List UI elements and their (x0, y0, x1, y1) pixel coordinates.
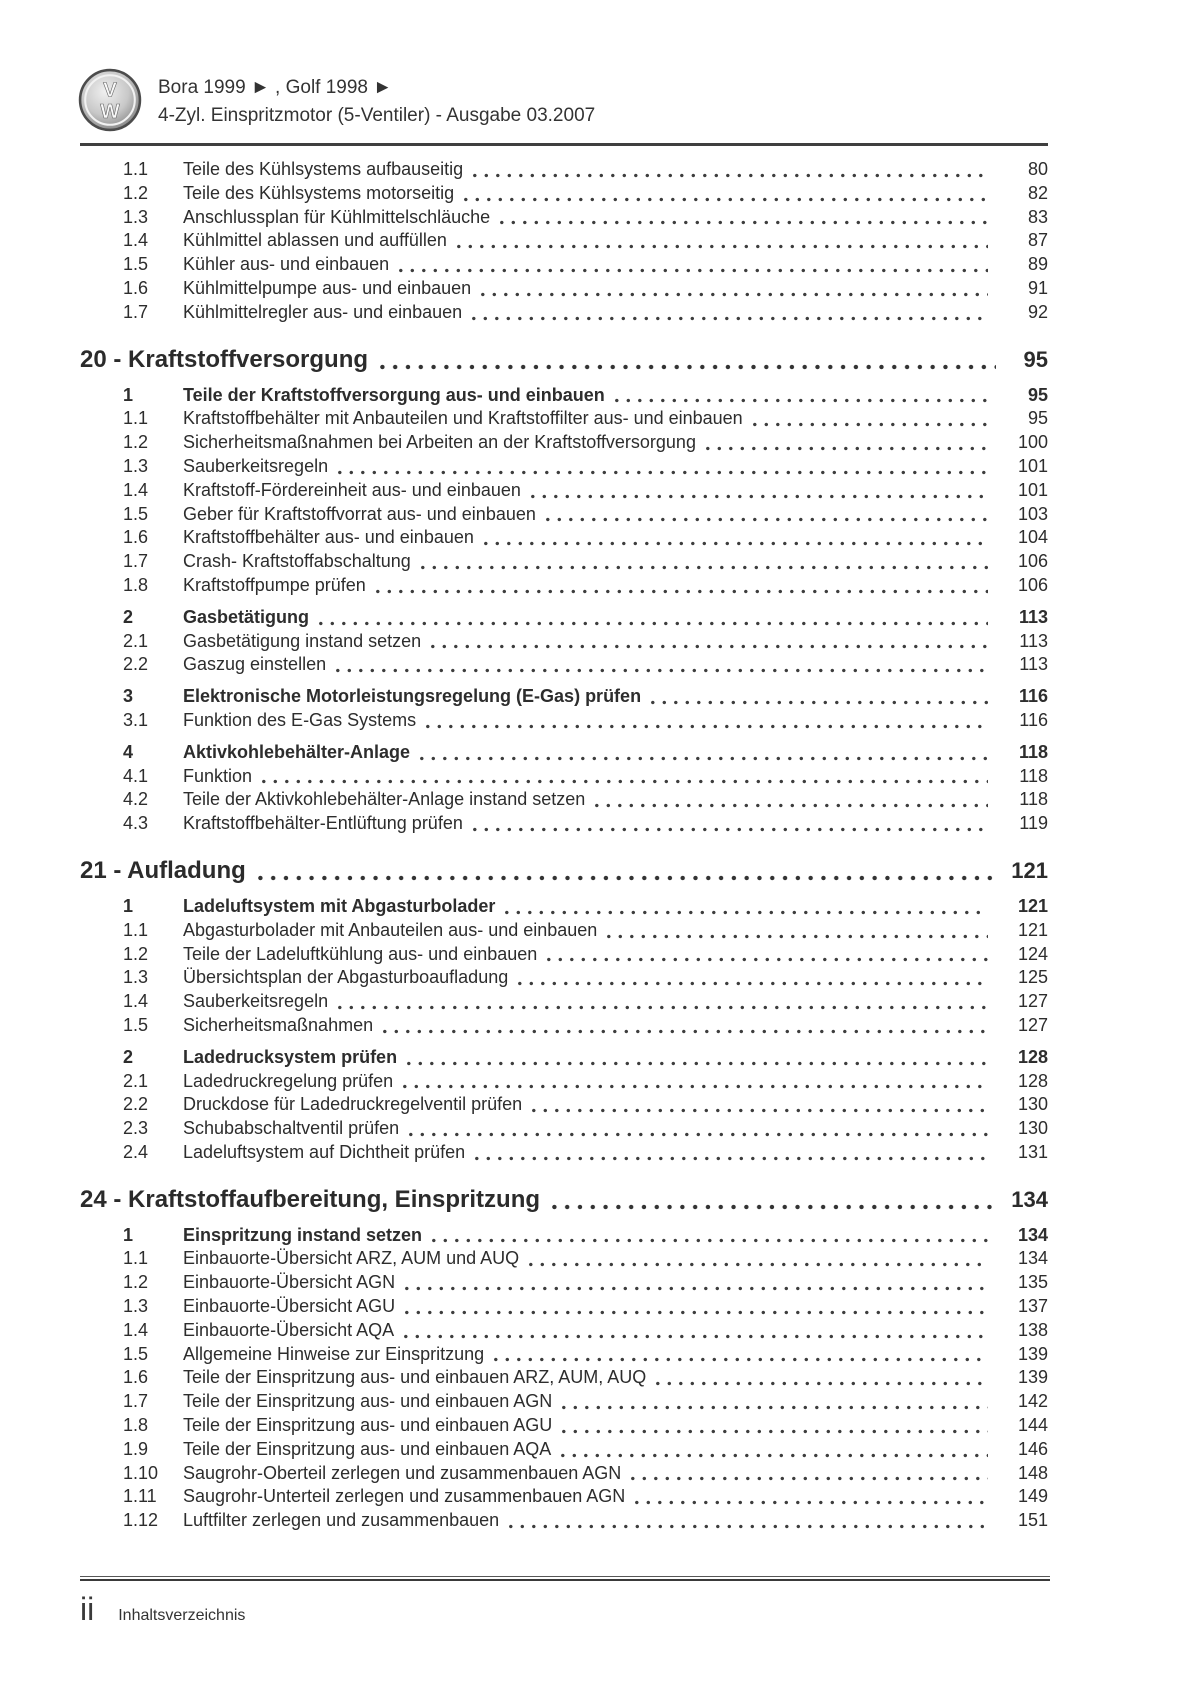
entry-page-number: 87 (1027, 230, 1048, 251)
entry-page-number: 100 (1017, 432, 1048, 453)
toc-entry-row[interactable] (80, 685, 1048, 709)
toc-entry-row[interactable] (80, 301, 1048, 325)
entry-page-number: 104 (1017, 527, 1048, 548)
dotted-leader (473, 827, 988, 832)
toc-entry-row[interactable] (80, 1485, 1048, 1509)
entry-number: 1.3 (123, 206, 149, 227)
toc-entry-row[interactable] (80, 1224, 1048, 1248)
entry-page-number: 91 (1027, 277, 1048, 298)
footer-divider (80, 1576, 1050, 1581)
entry-page-number: 116 (1018, 686, 1048, 707)
entry-page-number: 106 (1017, 551, 1048, 572)
toc-entry-row[interactable] (80, 1070, 1048, 1094)
dotted-leader (262, 779, 988, 784)
entry-number: 1.7 (123, 551, 149, 572)
entry-title: Teile der Aktivkohlebehälter-Anlage instand setzen (183, 789, 586, 810)
entry-number: 1 (123, 1224, 134, 1245)
dotted-leader (380, 364, 996, 370)
toc-chapter-row[interactable] (80, 854, 1048, 887)
dotted-leader (464, 197, 988, 202)
entry-page-number: 80 (1027, 159, 1048, 179)
entry-title: Funktion des E-Gas Systems (183, 709, 417, 730)
entry-number: 1.2 (123, 432, 149, 453)
entry-title: Kraftstoffpumpe prüfen (183, 574, 366, 595)
toc-entry-row[interactable] (80, 1366, 1048, 1390)
dotted-leader (500, 220, 988, 225)
toc-entry-row[interactable] (80, 765, 1048, 789)
dotted-leader (473, 173, 988, 178)
entry-number: 1.7 (123, 301, 149, 322)
entry-title: Saugrohr-Unterteil zerlegen und zusammenbauen AGN (183, 1486, 626, 1507)
entry-number: 2.4 (123, 1141, 149, 1162)
svg-text:W: W (100, 100, 120, 124)
dotted-leader (635, 1500, 988, 1505)
chapter-title: 20 - Kraftstoffversorgung (80, 345, 369, 373)
entry-page-number: 134 (1017, 1224, 1048, 1245)
entry-title: Gaszug einstellen (183, 654, 327, 675)
entry-number: 1.11 (123, 1486, 157, 1507)
toc-entry-row[interactable] (80, 206, 1048, 230)
dotted-leader (547, 957, 988, 962)
entry-number: 1.5 (123, 1014, 149, 1035)
entry-page-number: 142 (1017, 1391, 1048, 1412)
entry-page-number: 149 (1017, 1486, 1048, 1507)
entry-title: Ladeluftsystem auf Dichtheit prüfen (183, 1141, 466, 1162)
entry-page-number: 128 (1017, 1046, 1048, 1067)
entry-title: Sicherheitsmaßnahmen bei Arbeiten an der Kraftstoffversorgung (183, 432, 696, 453)
dotted-leader (561, 1453, 988, 1458)
dotted-leader (595, 803, 988, 808)
dotted-leader (403, 1084, 988, 1089)
header-titles (158, 68, 595, 130)
toc-entry-row[interactable] (80, 1046, 1048, 1070)
entry-title: Ladedruckregelung prüfen (183, 1070, 394, 1091)
entry-title: Kraftstoffbehälter mit Anbauteilen und Kraftstoffilter aus- und einbauen (183, 408, 743, 429)
toc-entry-row[interactable] (80, 407, 1048, 431)
entry-page-number: 95 (1027, 408, 1048, 429)
entry-page-number: 130 (1017, 1118, 1048, 1139)
toc-entry-row[interactable] (80, 709, 1048, 733)
entry-page-number: 128 (1017, 1070, 1048, 1091)
entry-page-number: 138 (1017, 1319, 1048, 1340)
entry-title: Luftfilter zerlegen und zusammenbauen (183, 1510, 500, 1531)
chapter-page-number: 134 (1011, 1186, 1048, 1212)
entry-number: 1 (123, 384, 134, 405)
entry-title: Elektronische Motorleistungsregelung (E-Gas) prüfen (183, 686, 642, 707)
entry-number: 1.1 (123, 159, 149, 179)
entry-number: 1.2 (123, 1272, 149, 1293)
entry-title: Druckdose für Ladedruckregelventil prüfen (183, 1094, 523, 1115)
footer-page-number: ii (80, 1591, 95, 1627)
header-model-line: Bora 1999 ► , Golf 1998 ► (158, 77, 393, 98)
vw-logo-icon (78, 68, 142, 132)
entry-number: 1.1 (123, 919, 149, 940)
entry-number: 1.6 (123, 527, 149, 548)
toc-entry-row[interactable] (80, 1117, 1048, 1141)
entry-page-number: 101 (1017, 479, 1048, 500)
dotted-leader (407, 1061, 988, 1066)
toc-chapter-row[interactable] (80, 1183, 1048, 1216)
entry-page-number: 82 (1027, 182, 1048, 203)
footer (80, 1592, 245, 1627)
dotted-leader (631, 1476, 988, 1481)
toc-entry-row[interactable] (80, 630, 1048, 654)
toc-entry-row[interactable] (80, 990, 1048, 1014)
entry-title: Kraftstoffbehälter aus- und einbauen (183, 527, 474, 548)
toc-entry-row[interactable] (80, 653, 1048, 677)
dotted-leader (706, 446, 988, 451)
dotted-leader (562, 1405, 988, 1410)
dotted-leader (457, 244, 988, 249)
entry-number: 1.12 (123, 1510, 159, 1531)
dotted-leader (481, 292, 988, 297)
entry-title: Einbauorte-Übersicht AGN (183, 1272, 396, 1293)
dotted-leader (338, 470, 988, 475)
entry-number: 2 (123, 606, 134, 627)
dotted-leader (420, 756, 988, 761)
entry-number: 1.9 (123, 1438, 149, 1459)
entry-page-number: 137 (1017, 1296, 1048, 1317)
entry-page-number: 106 (1017, 574, 1048, 595)
entry-title: Teile des Kühlsystems motorseitig (183, 182, 455, 203)
toc-entry-row[interactable] (80, 1319, 1048, 1343)
entry-page-number: 135 (1017, 1272, 1048, 1293)
dotted-leader (494, 1357, 988, 1362)
toc-entry-row[interactable] (80, 277, 1048, 301)
chapter-title: 21 - Aufladung (80, 856, 246, 884)
toc-entry-row[interactable] (80, 606, 1048, 630)
entry-number: 1.4 (123, 230, 149, 251)
entry-page-number: 95 (1027, 384, 1048, 405)
toc-entry-row[interactable] (80, 1247, 1048, 1271)
entry-title: Teile der Einspritzung aus- und einbauen ARZ, AUM, AUQ (183, 1367, 647, 1388)
entry-title: Sauberkeitsregeln (183, 455, 329, 476)
header-divider (80, 143, 1048, 146)
dotted-leader (258, 875, 996, 881)
toc-entry-row[interactable] (80, 503, 1048, 527)
entry-title: Abgasturbolader mit Anbauteilen aus- und einbauen (183, 919, 598, 940)
entry-page-number: 121 (1017, 895, 1048, 916)
toc-entry-row[interactable] (80, 431, 1048, 455)
chapter-page-number: 95 (1023, 346, 1048, 372)
dotted-leader (546, 517, 988, 522)
entry-number: 1.10 (123, 1462, 159, 1483)
entry-title: Funktion (183, 765, 253, 786)
entry-number: 1.8 (123, 1415, 149, 1436)
dotted-leader (404, 1334, 988, 1339)
dotted-leader (562, 1429, 988, 1434)
toc-entry-row[interactable] (80, 895, 1048, 919)
dotted-leader (505, 910, 988, 915)
dotted-leader (475, 1156, 988, 1161)
dotted-leader (531, 494, 988, 499)
dotted-leader (518, 981, 988, 986)
entry-number: 1.5 (123, 1343, 149, 1364)
entry-title: Crash- Kraftstoffabschaltung (183, 551, 411, 572)
entry-page-number: 118 (1018, 741, 1048, 762)
entry-number: 2.2 (123, 654, 149, 675)
entry-title: Gasbetätigung instand setzen (183, 630, 422, 651)
entry-page-number: 144 (1017, 1415, 1048, 1436)
entry-number: 4.2 (123, 789, 149, 810)
toc-entry-row[interactable] (80, 919, 1048, 943)
entry-page-number: 121 (1017, 919, 1048, 940)
entry-title: Teile der Kraftstoffversorgung aus- und einbauen (183, 384, 605, 405)
entry-title: Teile der Einspritzung aus- und einbauen AGN (183, 1391, 553, 1412)
entry-title: Kühlmittel ablassen und auffüllen (183, 230, 447, 251)
dotted-leader (532, 1108, 988, 1113)
entry-page-number: 113 (1019, 654, 1048, 675)
dotted-leader (656, 1381, 988, 1386)
dotted-leader (405, 1310, 988, 1315)
toc-entry-row[interactable] (80, 574, 1048, 598)
toc-entry-row[interactable] (80, 479, 1048, 503)
toc-chapter-row[interactable] (80, 343, 1048, 376)
header-edition-line: 4-Zyl. Einspritzmotor (5-Ventiler) - Ausgabe 03.2007 (158, 105, 596, 126)
toc-entry-row[interactable] (80, 812, 1048, 836)
entry-number: 1.4 (123, 991, 149, 1012)
entry-title: Einbauorte-Übersicht AGU (183, 1296, 396, 1317)
entry-number: 1 (123, 895, 134, 916)
entry-number: 1.2 (123, 943, 149, 964)
entry-title: Gasbetätigung (183, 606, 310, 627)
entry-title: Teile der Ladeluftkühlung aus- und einbauen (183, 943, 538, 964)
toc-entry-row[interactable] (80, 741, 1048, 765)
dotted-leader (615, 398, 988, 403)
chapter-page-number: 121 (1011, 857, 1048, 883)
dotted-leader (399, 268, 988, 273)
entry-title: Kühlmittelpumpe aus- und einbauen (183, 277, 472, 298)
entry-number: 1.4 (123, 1319, 149, 1340)
entry-page-number: 89 (1027, 254, 1048, 275)
entry-number: 2.3 (123, 1118, 149, 1139)
entry-title: Kühlmittelregler aus- und einbauen (183, 301, 463, 322)
dotted-leader (426, 724, 988, 729)
toc-entry-row[interactable] (80, 943, 1048, 967)
entry-number: 4.1 (123, 765, 149, 786)
toc-entry-row[interactable] (80, 1509, 1048, 1533)
entry-page-number: 83 (1027, 206, 1048, 227)
entry-number: 2.1 (123, 1070, 149, 1091)
entry-number: 1.3 (123, 967, 149, 988)
entry-page-number: 113 (1019, 630, 1048, 651)
dotted-leader (431, 644, 988, 649)
entry-title: Kraftstoffbehälter-Entlüftung prüfen (183, 813, 463, 834)
entry-number: 1.2 (123, 182, 149, 203)
entry-number: 3.1 (123, 709, 149, 730)
entry-number: 1.6 (123, 277, 149, 298)
entry-number: 1.5 (123, 503, 149, 524)
entry-title: Saugrohr-Oberteil zerlegen und zusammenbauen AGN (183, 1462, 622, 1483)
entry-number: 1.1 (123, 1248, 149, 1269)
toc-entry-row[interactable] (80, 1414, 1048, 1438)
entry-page-number: 130 (1017, 1094, 1048, 1115)
entry-title: Einbauorte-Übersicht ARZ, AUM und AUQ (183, 1248, 520, 1269)
entry-page-number: 151 (1017, 1510, 1048, 1531)
toc-entry-row[interactable] (80, 550, 1048, 574)
entry-page-number: 119 (1019, 813, 1048, 834)
entry-page-number: 125 (1017, 967, 1048, 988)
entry-page-number: 139 (1017, 1343, 1048, 1364)
dotted-leader (421, 565, 988, 570)
entry-title: Ladeluftsystem mit Abgasturbolader (183, 895, 496, 916)
dotted-leader (753, 422, 988, 427)
toc-entry-row[interactable] (80, 1271, 1048, 1295)
entry-number: 1.6 (123, 1367, 149, 1388)
entry-number: 1.7 (123, 1391, 149, 1412)
entry-page-number: 131 (1017, 1141, 1048, 1162)
entry-page-number: 103 (1017, 503, 1048, 524)
entry-page-number: 101 (1017, 455, 1048, 476)
entry-title: Übersichtsplan der Abgasturboaufladung (183, 967, 509, 988)
dotted-leader (383, 1029, 988, 1034)
entry-number: 3 (123, 686, 134, 707)
toc-entry-row[interactable] (80, 455, 1048, 479)
dotted-leader (484, 541, 988, 546)
entry-page-number: 139 (1017, 1367, 1048, 1388)
dotted-leader (405, 1286, 988, 1291)
toc-entry-row[interactable] (80, 1014, 1048, 1038)
entry-page-number: 146 (1017, 1438, 1048, 1459)
dotted-leader (409, 1132, 988, 1137)
entry-title: Teile der Einspritzung aus- und einbauen AQA (183, 1438, 552, 1459)
entry-title: Sicherheitsmaßnahmen (183, 1014, 374, 1035)
entry-title: Sauberkeitsregeln (183, 991, 329, 1012)
entry-number: 2 (123, 1046, 134, 1067)
toc-entry-row[interactable] (80, 229, 1048, 253)
toc-entry-row[interactable] (80, 384, 1048, 408)
dotted-leader (472, 316, 988, 321)
header (78, 68, 595, 132)
entry-page-number: 124 (1017, 943, 1048, 964)
entry-title: Anschlussplan für Kühlmittelschläuche (183, 206, 491, 227)
svg-text:V: V (103, 78, 117, 102)
footer-section-label: Inhaltsverzeichnis (118, 1607, 246, 1624)
dotted-leader (651, 700, 988, 705)
dotted-leader (432, 1238, 988, 1243)
entry-number: 1.5 (123, 254, 149, 275)
entry-number: 1.4 (123, 479, 149, 500)
entry-number: 1.1 (123, 408, 149, 429)
entry-title: Einbauorte-Übersicht AQA (183, 1319, 395, 1340)
entry-number: 2.1 (123, 630, 149, 651)
dotted-leader (376, 589, 988, 594)
entry-title: Geber für Kraftstoffvorrat aus- und einbauen (183, 503, 536, 524)
entry-title: Schubabschaltventil prüfen (183, 1118, 400, 1139)
entry-title: Allgemeine Hinweise zur Einspritzung (183, 1343, 485, 1364)
entry-title: Kühler aus- und einbauen (183, 254, 390, 275)
entry-page-number: 127 (1017, 1014, 1048, 1035)
entry-number: 4 (123, 741, 134, 762)
chapter-title: 24 - Kraftstoffaufbereitung, Einspritzung (80, 1185, 541, 1213)
entry-page-number: 113 (1018, 606, 1048, 627)
dotted-leader (336, 668, 988, 673)
toc-entry-row[interactable] (80, 788, 1048, 812)
toc-entry-row[interactable] (80, 1141, 1048, 1165)
toc-entry-row[interactable] (80, 253, 1048, 277)
entry-title: Aktivkohlebehälter-Anlage (183, 741, 411, 762)
entry-number: 1.3 (123, 455, 149, 476)
dotted-leader (338, 1005, 988, 1010)
entry-page-number: 148 (1017, 1462, 1048, 1483)
entry-title: Teile des Kühlsystems aufbauseitig (183, 159, 464, 179)
toc-entry-row[interactable] (80, 1390, 1048, 1414)
entry-page-number: 118 (1019, 765, 1048, 786)
entry-page-number: 127 (1017, 991, 1048, 1012)
entry-number: 1.3 (123, 1296, 149, 1317)
toc-entry-row[interactable] (80, 1343, 1048, 1367)
entry-number: 2.2 (123, 1094, 149, 1115)
entry-page-number: 118 (1019, 789, 1048, 810)
toc-entry-row[interactable] (80, 1462, 1048, 1486)
entry-title: Kraftstoff-Fördereinheit aus- und einbauen (183, 479, 521, 500)
toc (80, 158, 1048, 1533)
dotted-leader (552, 1204, 996, 1210)
entry-number: 1.8 (123, 574, 149, 595)
dotted-leader (319, 621, 988, 626)
toc-entry-row[interactable] (80, 158, 1048, 182)
dotted-leader (509, 1524, 988, 1529)
entry-page-number: 116 (1019, 709, 1048, 730)
entry-title: Teile der Einspritzung aus- und einbauen AGU (183, 1415, 553, 1436)
toc-entry-row[interactable] (80, 966, 1048, 990)
entry-title: Einspritzung instand setzen (183, 1224, 423, 1245)
toc-entry-row[interactable] (80, 526, 1048, 550)
entry-page-number: 134 (1017, 1248, 1048, 1269)
toc-entry-row[interactable] (80, 182, 1048, 206)
entry-number: 4.3 (123, 813, 149, 834)
toc-entry-row[interactable] (80, 1438, 1048, 1462)
toc-entry-row[interactable] (80, 1093, 1048, 1117)
toc-entry-row[interactable] (80, 1295, 1048, 1319)
dotted-leader (529, 1262, 988, 1267)
entry-title: Ladedrucksystem prüfen (183, 1046, 398, 1067)
entry-page-number: 92 (1027, 301, 1048, 322)
dotted-leader (607, 934, 988, 939)
